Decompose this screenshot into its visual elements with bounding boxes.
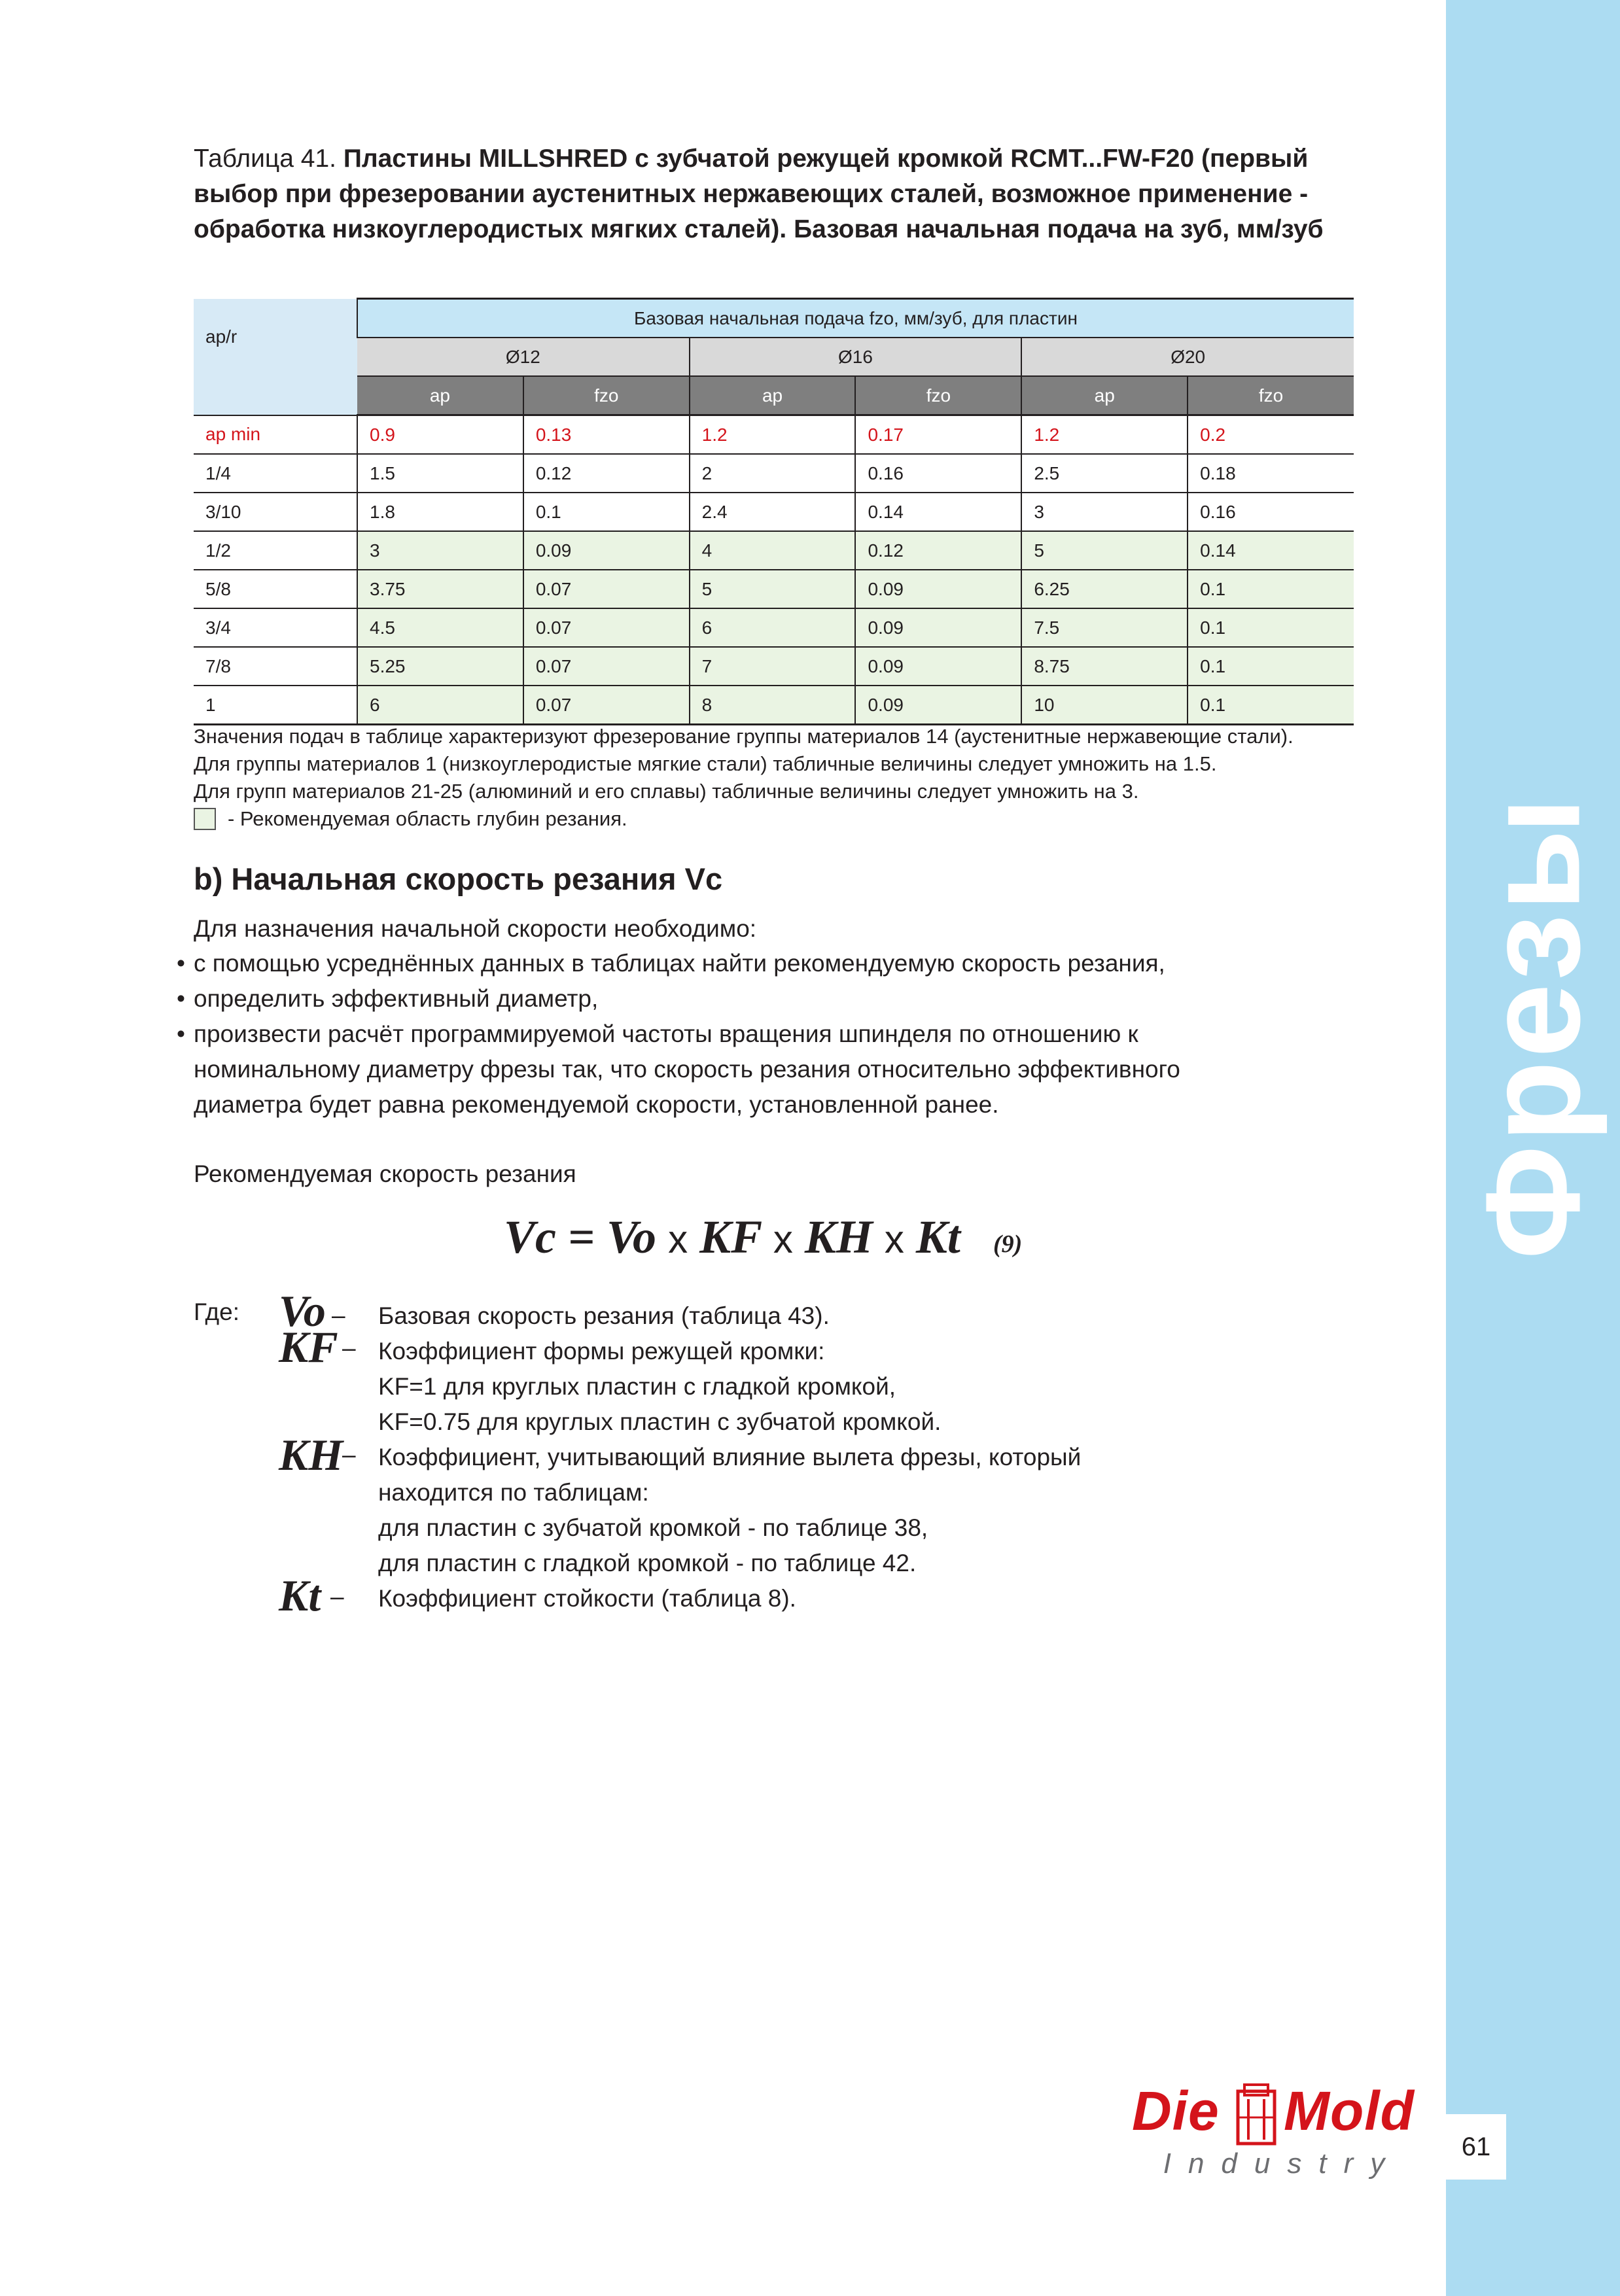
subheader-cell: ap [1021, 376, 1188, 415]
table-cell: 1.5 [357, 454, 523, 493]
table-cell: 0.18 [1188, 454, 1354, 493]
symbol-kt: Kt [279, 1571, 321, 1620]
formula-times: x [668, 1217, 688, 1261]
note-line: Значения подач в таблице характеризуют фрезерование группы материалов 14 (аустенитные нержавеющие стали). [194, 725, 1294, 748]
table-cell: 0.09 [855, 608, 1021, 647]
table-subheader-row [194, 376, 1354, 415]
row-label-cell: 1/4 [194, 454, 357, 493]
subheader-cell: fzo [855, 376, 1021, 415]
legend-swatch [194, 808, 216, 830]
table-cell: 0.09 [855, 570, 1021, 608]
definition-line: для пластин с гладкой кромкой - по таблице 42. [378, 1550, 917, 1576]
table-cell: 4.5 [357, 608, 523, 647]
table-row [194, 493, 1354, 531]
legend-text: - Рекомендуемая область глубин резания. [228, 807, 627, 830]
row-label-cell: 3/4 [194, 608, 357, 647]
section-title: b) Начальная скорость резания Vc [194, 861, 723, 896]
table-cell: 3 [357, 531, 523, 570]
table-cell: 5.25 [357, 647, 523, 686]
definition-line: Коэффициент формы режущей кромки: [378, 1338, 825, 1365]
table-cell: 10 [1021, 686, 1188, 725]
table-cell: 0.14 [855, 493, 1021, 531]
dash: – [330, 1583, 344, 1610]
table-cell: 0.16 [855, 454, 1021, 493]
section-side-title: Фрезы [1458, 794, 1608, 1260]
table-cell: 5 [690, 570, 856, 608]
diameter-header: Ø16 [690, 338, 1022, 376]
table-cell: 2.5 [1021, 454, 1188, 493]
bullet-item: • произвести расчёт программируемой частоты вращения шпинделя по отношению к номинальному диаметру фрезы так, что скорость резания относительно эффективного диаметра будет равна рекомендуемой скорости, установленной ранее. [177, 1017, 1276, 1122]
table-cell: 0.16 [1188, 493, 1354, 531]
legend [194, 805, 1371, 833]
formula-times: x [773, 1217, 793, 1261]
subheader-cell: fzo [1188, 376, 1354, 415]
table-group-header: Базовая начальная подача fzo, мм/зуб, для пластин [357, 299, 1354, 338]
definition-vo [378, 1298, 1327, 1334]
table-cell: 0.12 [523, 454, 690, 493]
diameter-header: Ø12 [357, 338, 690, 376]
intro-paragraph: Для назначения начальной скорости необходимо: [194, 915, 757, 942]
dash: – [332, 1302, 345, 1329]
table-cell: 0.14 [1188, 531, 1354, 570]
table-cell: 7.5 [1021, 608, 1188, 647]
formula [504, 1210, 960, 1264]
formula-term: KF [699, 1211, 762, 1263]
formula-term: Vo [607, 1211, 657, 1263]
subheader-cell: ap [690, 376, 856, 415]
definition-kt [378, 1581, 1327, 1616]
table-cell: 1.2 [690, 415, 856, 455]
definition-line: находится по таблицам: [378, 1479, 649, 1506]
table-cell: 0.12 [855, 531, 1021, 570]
definition-line: KF=0.75 для круглых пластин с зубчатой кромкой. [378, 1408, 942, 1435]
diemold-logo [1132, 2077, 1433, 2195]
formula-term: Kt [915, 1211, 960, 1263]
table-cell: 0.07 [523, 686, 690, 725]
table-cell: 6 [690, 608, 856, 647]
definition-line: для пластин с зубчатой кромкой - по таблице 38, [378, 1514, 928, 1541]
formula-lhs: Vc = [504, 1211, 595, 1263]
table-cell: 0.1 [1188, 647, 1354, 686]
table-cell: 6 [357, 686, 523, 725]
bullet-item: • определить эффективный диаметр, [177, 981, 1276, 1017]
table-cell: 3.75 [357, 570, 523, 608]
table-cell: 0.07 [523, 647, 690, 686]
row-label-cell: 7/8 [194, 647, 357, 686]
table-corner-header: ap/r [194, 299, 357, 415]
logo-word-die: Die [1132, 2080, 1220, 2142]
row-label-cell: 1/2 [194, 531, 357, 570]
row-label-cell: 5/8 [194, 570, 357, 608]
table-cell: 0.09 [855, 647, 1021, 686]
feed-table [194, 298, 1354, 725]
table-cell: 0.9 [357, 415, 523, 455]
row-label-cell: 1 [194, 686, 357, 725]
symbol-kf: KF [279, 1322, 338, 1372]
table-cell: 4 [690, 531, 856, 570]
table-row [194, 531, 1354, 570]
table-cell: 0.17 [855, 415, 1021, 455]
dash: – [342, 1334, 356, 1361]
dash: – [342, 1441, 356, 1468]
table-row [194, 415, 1354, 455]
logo-subtitle: Industry [1163, 2148, 1402, 2180]
table-header-row [194, 299, 1354, 338]
table-cell: 0.2 [1188, 415, 1354, 455]
table-cell: 1.8 [357, 493, 523, 531]
table-row [194, 647, 1354, 686]
note-line: Для групп материалов 21-25 (алюминий и его сплавы) табличные величины следует умножить на 3. [194, 780, 1139, 803]
table-cell: 0.1 [1188, 608, 1354, 647]
table-diameter-row [194, 338, 1354, 376]
formula-number: (9) [993, 1230, 1023, 1258]
table-cell: 8 [690, 686, 856, 725]
table-cell: 5 [1021, 531, 1188, 570]
symbol-kh: KH [279, 1430, 343, 1480]
symbol-vo: Vo [279, 1286, 326, 1336]
table-caption [194, 141, 1371, 247]
formula-times: x [884, 1217, 904, 1261]
subheader-cell: fzo [523, 376, 690, 415]
note-line: Для группы материалов 1 (низкоуглеродистые мягкие стали) табличные величины следует умножить на 1.5. [194, 752, 1217, 775]
table-cell: 0.13 [523, 415, 690, 455]
table-cell: 1.2 [1021, 415, 1188, 455]
table-cell: 2 [690, 454, 856, 493]
table-notes [194, 723, 1371, 833]
subheader-cell: ap [357, 376, 523, 415]
table-cell: 8.75 [1021, 647, 1188, 686]
table-cell: 0.07 [523, 608, 690, 647]
definition-kh [378, 1440, 1327, 1581]
table-cell: 0.09 [523, 531, 690, 570]
definition-line: Базовая скорость резания (таблица 43). [378, 1302, 830, 1329]
row-label-cell: ap min [194, 415, 357, 455]
logo-mold-emblem-icon [1230, 2082, 1282, 2148]
table-cell: 7 [690, 647, 856, 686]
table-body [194, 415, 1354, 725]
table-cell: 0.1 [523, 493, 690, 531]
definition-line: Коэффициент стойкости (таблица 8). [378, 1585, 796, 1612]
diameter-header: Ø20 [1021, 338, 1354, 376]
table-row [194, 686, 1354, 725]
table-cell: 3 [1021, 493, 1188, 531]
table-caption-text: Пластины MILLSHRED с зубчатой режущей кромкой RCMT...FW-F20 (первый выбор при фрезеровании аустенитных нержавеющих сталей, возможное применение - обработка низкоуглеродистых мягких сталей). Базовая начальная подача на зуб, мм/зуб [194, 145, 1324, 243]
bullet-list [177, 946, 1276, 1122]
table-cell: 0.07 [523, 570, 690, 608]
table-row [194, 608, 1354, 647]
logo-word-mold: Mold [1284, 2080, 1415, 2142]
table-cell: 6.25 [1021, 570, 1188, 608]
bullet-item: • с помощью усреднённых данных в таблицах найти рекомендуемую скорость резания, [177, 946, 1276, 981]
table-cell: 2.4 [690, 493, 856, 531]
definition-line: Коэффициент, учитывающий влияние вылета фрезы, который [378, 1444, 1082, 1470]
where-label: Где: [194, 1298, 240, 1325]
recommended-label: Рекомендуемая скорость резания [194, 1160, 576, 1187]
table-cell: 0.09 [855, 686, 1021, 725]
page-number: 61 [1461, 2132, 1491, 2161]
row-label-cell: 3/10 [194, 493, 357, 531]
definition-line: KF=1 для круглых пластин с гладкой кромкой, [378, 1373, 896, 1400]
table-row [194, 570, 1354, 608]
table-row [194, 454, 1354, 493]
table-cell: 0.1 [1188, 570, 1354, 608]
formula-term: KH [804, 1211, 873, 1263]
table-caption-label: Таблица 41. [194, 145, 343, 173]
table-cell: 0.1 [1188, 686, 1354, 725]
definition-kf [378, 1334, 1327, 1440]
